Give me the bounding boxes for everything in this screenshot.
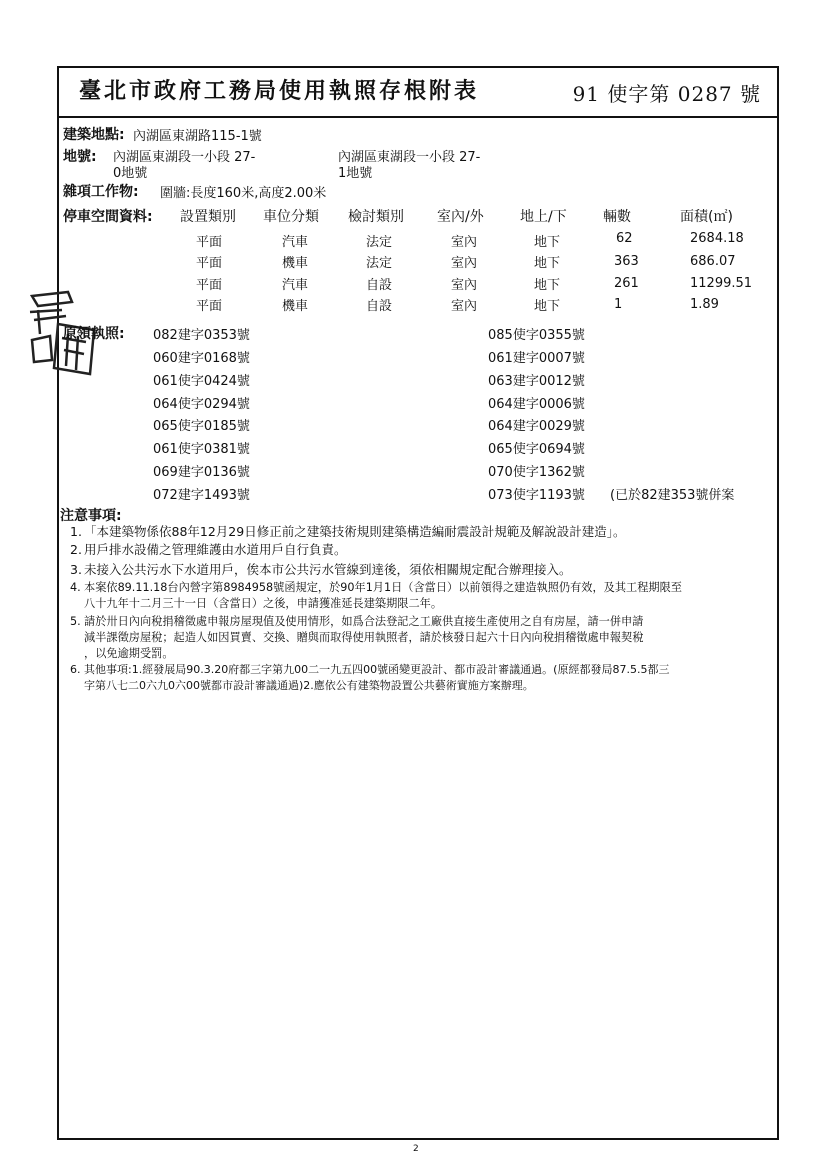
license-item: 060建字0168號 — [153, 351, 250, 366]
note-number: 1. — [70, 524, 82, 539]
license-item: 082建字0353號 — [153, 328, 250, 343]
license-item: 065使字0694號 — [488, 442, 585, 457]
location-label: 建築地點: — [63, 127, 125, 143]
parking-cell: 汽車 — [282, 235, 309, 250]
license-item: 065使字0185號 — [153, 419, 250, 434]
parking-cell: 686.07 — [690, 254, 736, 269]
licenses-label: 原領執照: — [63, 326, 125, 342]
note-item — [70, 542, 780, 558]
license-item: 061建字0007號 — [488, 351, 585, 366]
parking-cell: 機車 — [282, 299, 309, 314]
misc-works-label: 雜項工作物: — [63, 184, 139, 200]
parking-cell: 自設 — [366, 299, 393, 314]
note-item — [70, 662, 780, 694]
license-item: 064建字0006號 — [488, 397, 585, 412]
parking-cell: 法定 — [366, 256, 393, 271]
note-text: 本案依89.11.18台內營字第8984958號函規定，於90年1月1日（含當日）以前領得之建造執照仍有效，及其工程期限至 — [84, 581, 682, 594]
license-item: 070使字1362號 — [488, 465, 585, 480]
note-number: 6. — [70, 663, 81, 676]
license-item: 085使字0355號 — [488, 328, 585, 343]
location-value: 內湖區東湖路115-1號 — [133, 129, 262, 144]
parking-header-count: 輛數 — [603, 209, 631, 225]
parking-cell: 汽車 — [282, 278, 309, 293]
parking-header-level: 地上/下 — [520, 209, 567, 225]
parking-cell: 11299.51 — [690, 276, 753, 291]
note-item — [70, 524, 780, 540]
page-number: 2 — [413, 1144, 419, 1154]
parking-cell: 室內 — [451, 256, 478, 271]
parking-cell: 自設 — [366, 278, 393, 293]
parking-cell: 室內 — [451, 299, 478, 314]
license-item: 061使字0424號 — [153, 374, 250, 389]
parking-cell: 平面 — [196, 299, 223, 314]
lot-label: 地號: — [63, 149, 97, 165]
license-item: 072建字1493號 — [153, 488, 250, 503]
note-item — [70, 614, 780, 662]
license-item: 063建字0012號 — [488, 374, 585, 389]
note-item — [70, 580, 780, 612]
parking-cell: 平面 — [196, 278, 223, 293]
parking-cell: 地下 — [534, 235, 561, 250]
license-remark: (已於82建353號併案 — [610, 488, 735, 503]
permit-number: 91 使字第 0287 號 — [572, 82, 761, 106]
document-title: 臺北市政府工務局使用執照存根附表 — [79, 78, 480, 104]
license-item: 064使字0294號 — [153, 397, 250, 412]
parking-cell: 地下 — [534, 278, 561, 293]
parking-cell: 地下 — [534, 299, 561, 314]
note-text: 其他事項:1.經發展局90.3.20府都三字第九00二一九五四00號函變更設計、都市設計審議通過。(原經都發局87.5.5都三 — [84, 663, 670, 676]
note-item — [70, 562, 780, 578]
note-text: 請於卅日內向稅捐稽徵處申報房屋現值及使用情形，如爲合法登記之工廠供直接生產使用之自有房屋，請一併申請 — [84, 615, 644, 628]
lot-col1-line1: 內湖區東湖段一小段 27- — [113, 150, 256, 165]
lot-col1-line2: 0地號 — [113, 166, 148, 181]
note-text: 字第八七二0六九0六00號都市設計審議通過)2.應依公有建築物設置公共藝術實施方案辦理。 — [84, 679, 534, 692]
note-text: 減半課徵房屋稅；起造人如因買賣、交換、贈與而取得使用執照者，請於核發日起六十日內向稅捐稽徵處申報契稅 — [84, 631, 644, 644]
parking-header-area: 面積(㎡) — [680, 209, 733, 225]
note-number: 3. — [70, 562, 82, 577]
parking-header-vehicle: 車位分類 — [263, 209, 319, 225]
lot-col2-line2: 1地號 — [338, 166, 373, 181]
parking-header-indoor: 室內/外 — [437, 209, 484, 225]
parking-cell: 261 — [614, 276, 639, 291]
license-item: 069建字0136號 — [153, 465, 250, 480]
parking-cell: 平面 — [196, 256, 223, 271]
license-item: 064建字0029號 — [488, 419, 585, 434]
note-number: 4. — [70, 581, 81, 594]
note-text: ，以免逾期受罰。 — [84, 647, 174, 660]
parking-cell: 62 — [616, 231, 633, 246]
parking-cell: 法定 — [366, 235, 393, 250]
parking-cell: 2684.18 — [690, 231, 744, 246]
parking-cell: 平面 — [196, 235, 223, 250]
note-number: 5. — [70, 615, 81, 628]
title-row — [57, 66, 779, 118]
license-item: 061使字0381號 — [153, 442, 250, 457]
parking-cell: 1 — [614, 297, 623, 312]
parking-label: 停車空間資料: — [63, 209, 153, 225]
note-text: 用戶排水設備之管理維護由水道用戶自行負責。 — [84, 542, 347, 557]
note-text: 「本建築物係依88年12月29日修正前之建築技術規則建築構造編耐震設計規範及解說設計建造」。 — [84, 524, 626, 539]
parking-cell: 363 — [614, 254, 639, 269]
note-number: 2. — [70, 542, 82, 557]
parking-cell: 室內 — [451, 235, 478, 250]
misc-works-value: 圍牆:長度160米,高度2.00米 — [160, 186, 327, 201]
parking-header-review: 檢討類別 — [348, 209, 404, 225]
parking-cell: 1.89 — [690, 297, 719, 312]
lot-col2-line1: 內湖區東湖段一小段 27- — [338, 150, 481, 165]
parking-cell: 機車 — [282, 256, 309, 271]
license-item: 073使字1193號 — [488, 488, 585, 503]
note-text: 八十九年十二月三十一日（含當日）之後，申請獲准延長建築期限二年。 — [84, 597, 443, 610]
parking-cell: 室內 — [451, 278, 478, 293]
parking-header-setup: 設置類別 — [180, 209, 236, 225]
notes-label: 注意事項: — [60, 508, 122, 524]
note-text: 未接入公共污水下水道用戶，俟本市公共污水管線到達後，須依相關規定配合辦理接入。 — [84, 562, 572, 577]
parking-cell: 地下 — [534, 256, 561, 271]
